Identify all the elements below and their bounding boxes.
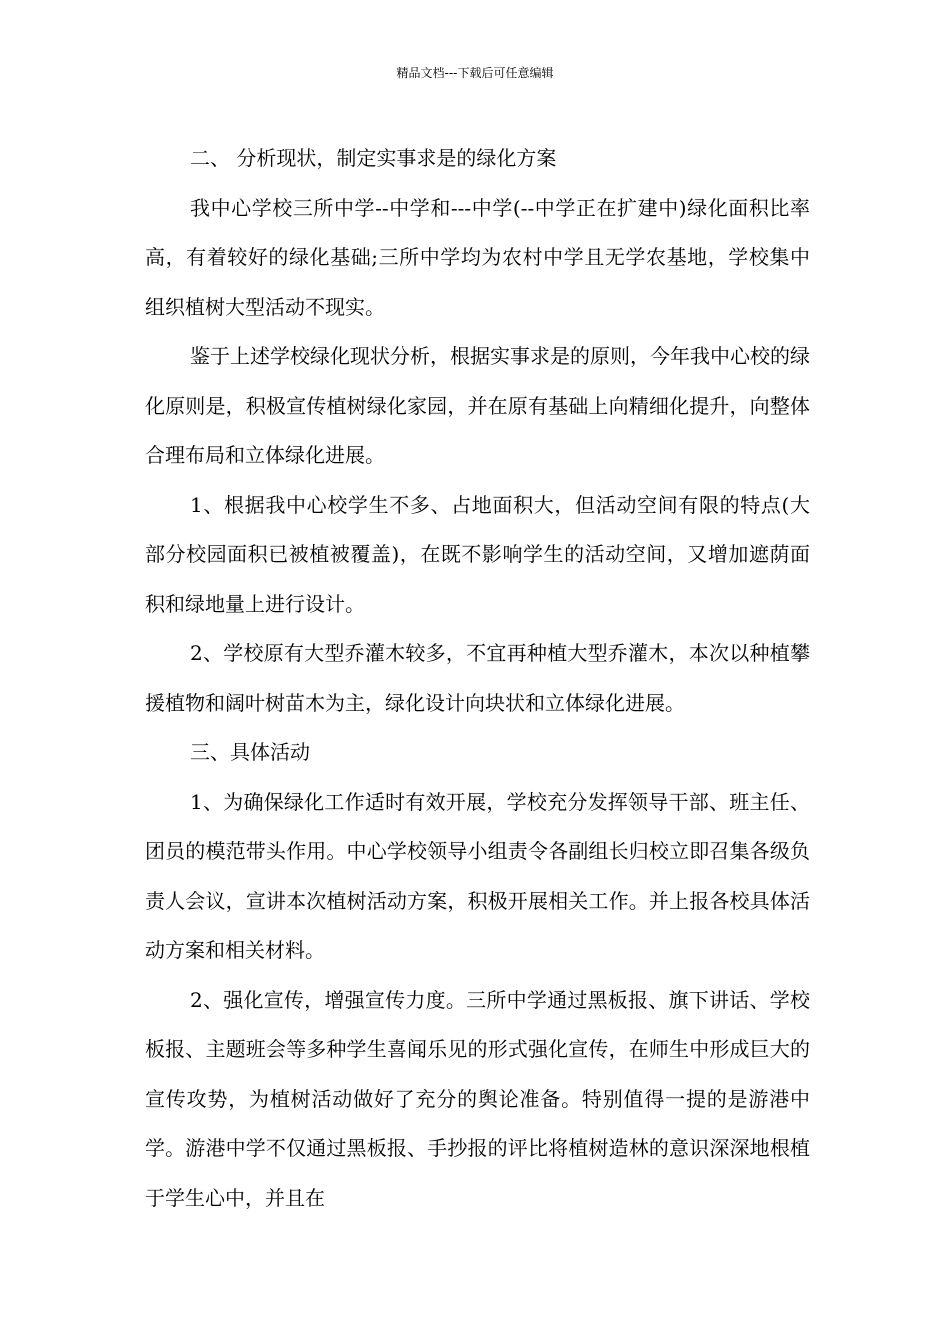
paragraph: 1、为确保绿化工作适时有效开展，学校充分发挥领导干部、班主任、团员的模范带头作用。中心学校领导小组责令各副组长归校立即召集各级负责人会议，宣讲本次植树活动方案，积极开展相关工作。并上报各校具体活动方案和相关材料。 [145,789,810,962]
page-header: 精品文档---下载后可任意编辑 [396,66,554,80]
section-heading-analysis: 二、 分析现状，制定实事求是的绿化方案 [190,146,557,170]
paragraph: 2、强化宣传，增强宣传力度。三所中学通过黑板报、旗下讲话、学校板报、主题班会等多种学生喜闻乐见的形式强化宣传，在师生中形成巨大的宣传攻势，为植树活动做好了充分的舆论准备。特别值得一提的是游港中学。游港中学不仅通过黑板报、手抄报的评比将植树造林的意识深深地根植于学生心中，并且在 [145,987,810,1210]
paragraph: 鉴于上述学校绿化现状分析，根据实事求是的原则，今年我中心校的绿化原则是，积极宣传植树绿化家园，并在原有基础上向精细化提升，向整体合理布局和立体绿化进展。 [145,344,810,467]
section-heading-activities: 三、具体活动 [190,740,310,764]
document-body [145,134,810,1223]
paragraph: 我中心学校三所中学--中学和---中学(--中学正在扩建中)绿化面积比率高，有着较好的绿化基础;三所中学均为农村中学且无学农基地，学校集中组织植树大型活动不现实。 [145,195,810,319]
paragraph: 1、根据我中心校学生不多、占地面积大，但活动空间有限的特点(大部分校园面积已被植被覆盖)，在既不影响学生的活动空间，又增加遮荫面积和绿地量上进行设计。 [145,492,810,616]
paragraph: 2、学校原有大型乔灌木较多，不宜再种植大型乔灌木，本次以种植攀援植物和阔叶树苗木为主，绿化设计向块状和立体绿化进展。 [145,641,810,715]
